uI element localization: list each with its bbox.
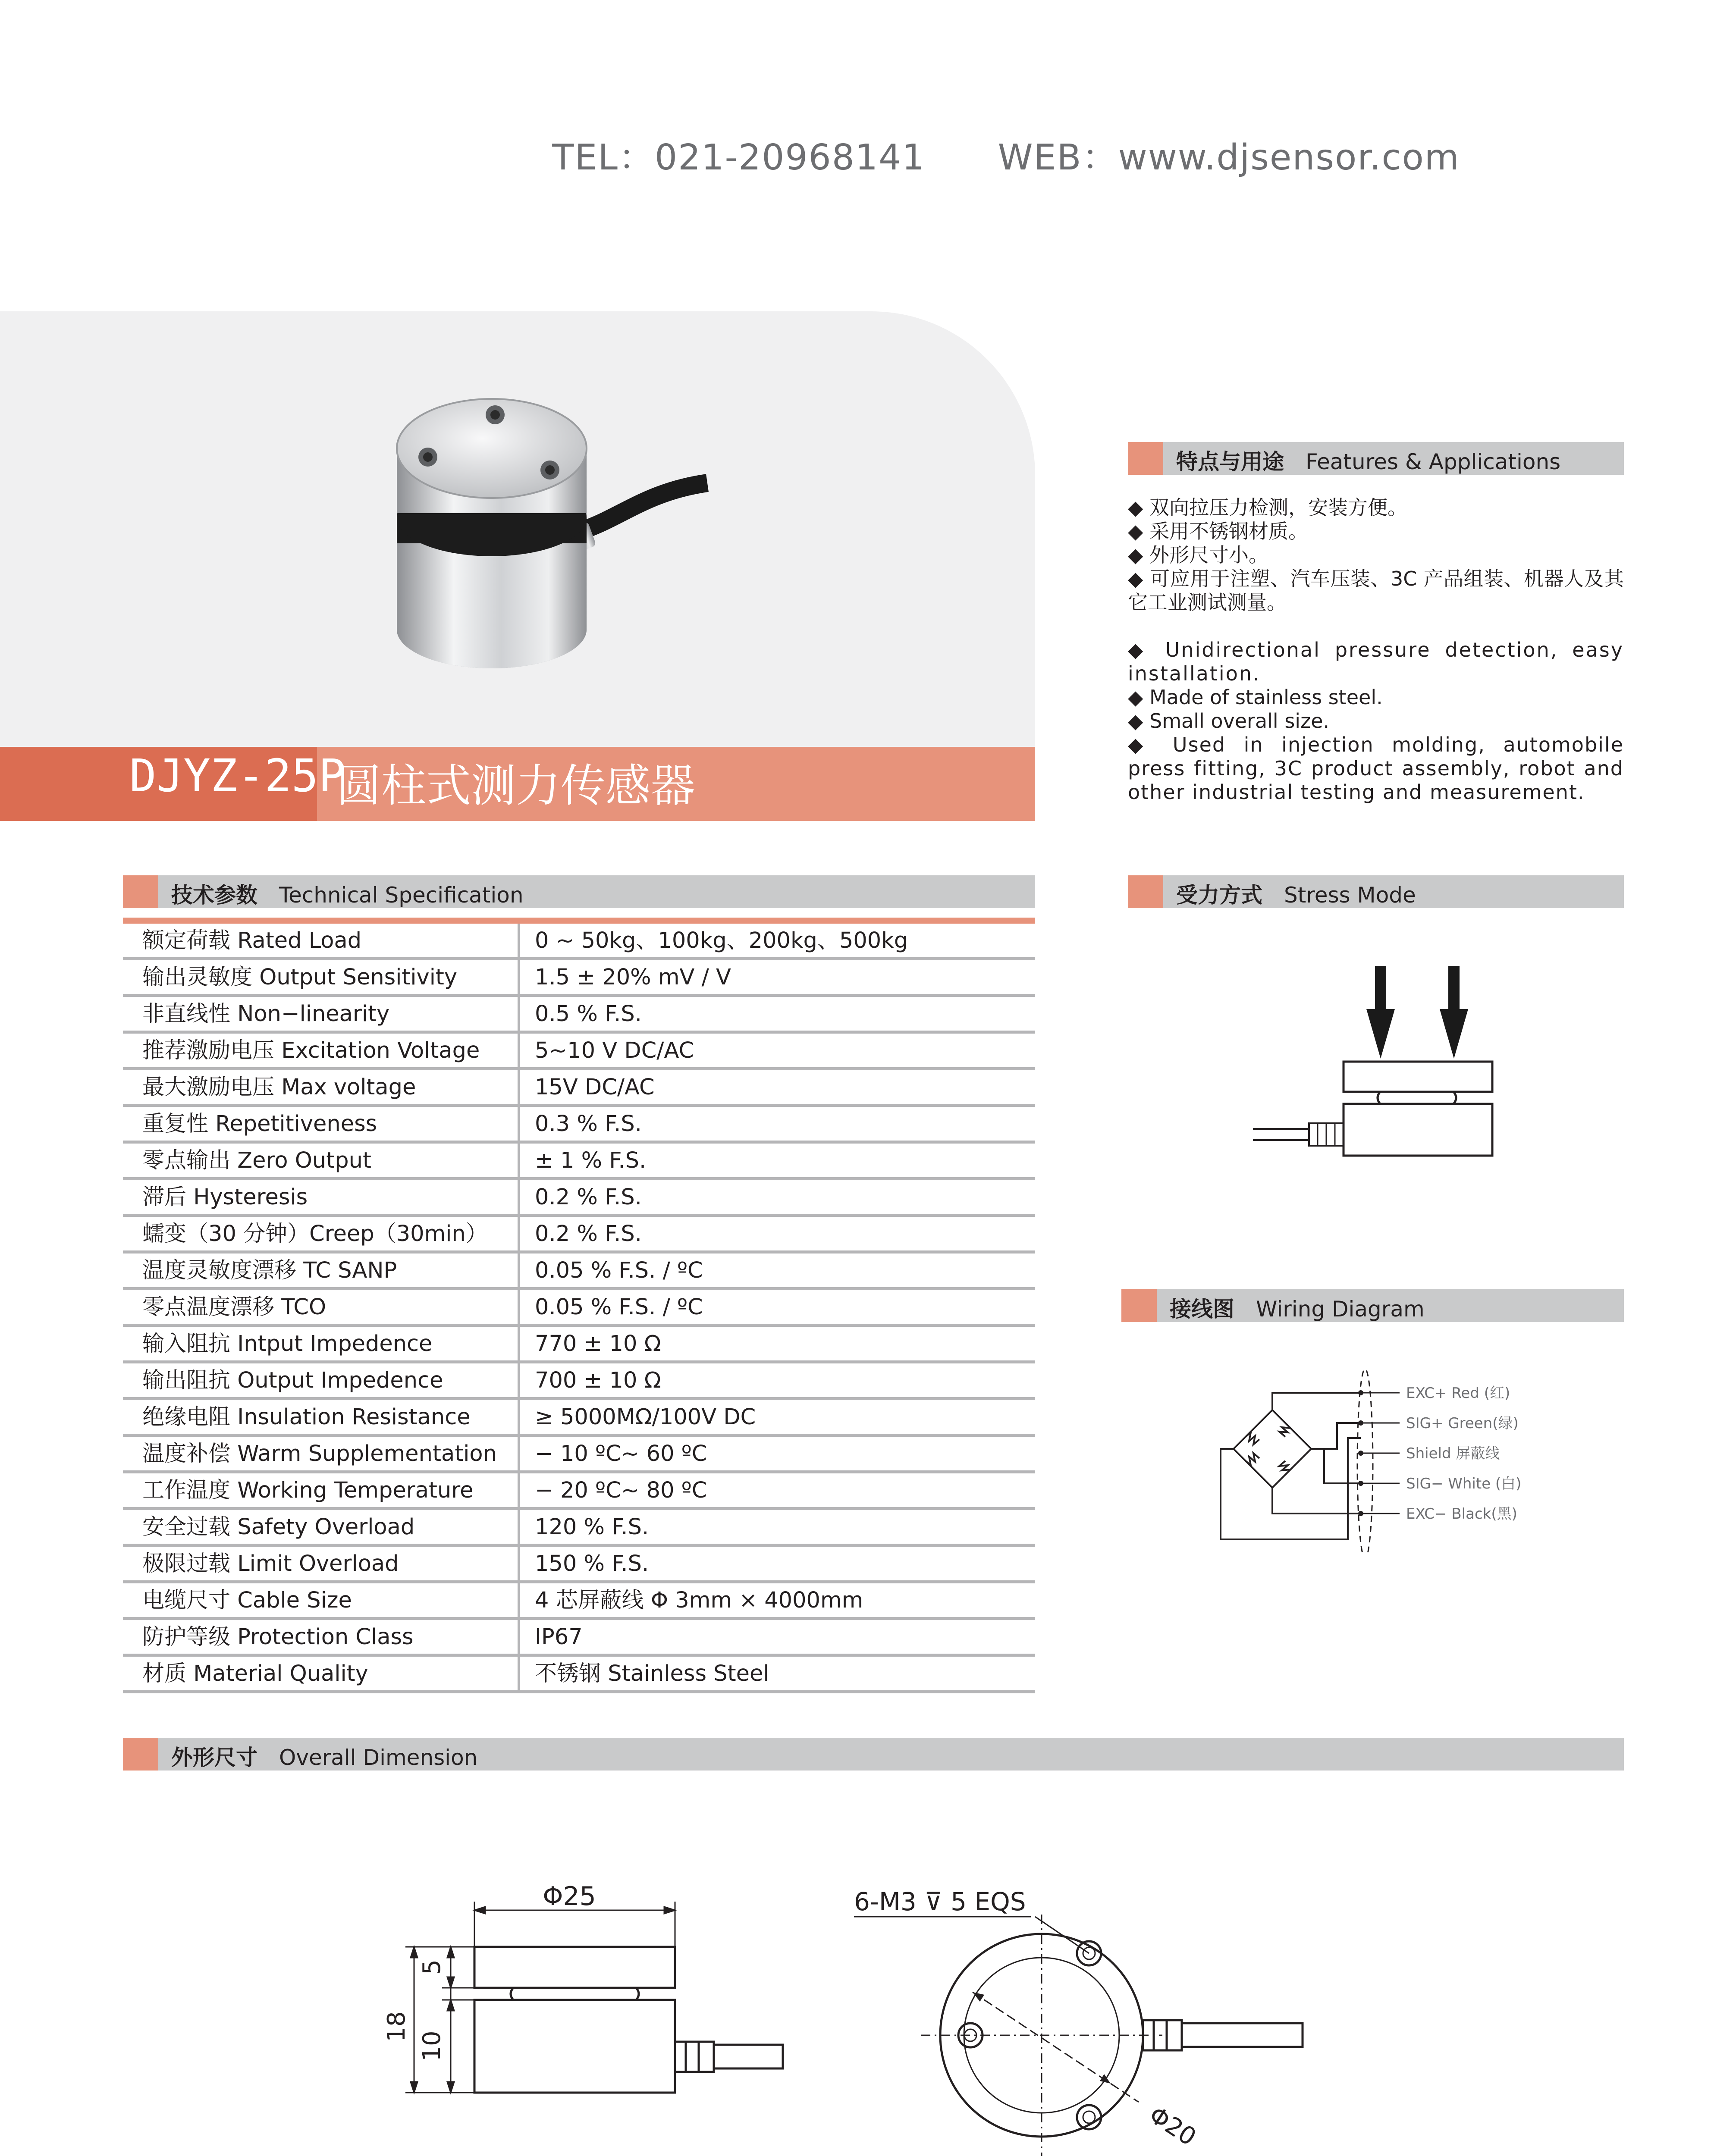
- spec-key: 额定荷载 Rated Load: [123, 924, 520, 957]
- stress-mode-diagram: [1242, 957, 1544, 1181]
- wire-label-exc-minus: EXC− Black(黑): [1406, 1505, 1517, 1523]
- dim-total-height: 18: [383, 2011, 411, 2042]
- product-model: DJYZ-25P: [129, 749, 345, 802]
- spec-key: 非直线性 Non−linearity: [123, 997, 520, 1031]
- spec-key: 防护等级 Protection Class: [123, 1620, 520, 1654]
- features-title-cn: 特点与用途: [1176, 449, 1284, 474]
- dim-bottom-height: 10: [418, 2031, 446, 2062]
- spec-key: 极限过载 Limit Overload: [123, 1547, 520, 1580]
- contact-bar: [0, 129, 1736, 180]
- spec-value: 700 ± 10 Ω: [535, 1368, 661, 1393]
- spec-value: 不锈钢 Stainless Steel: [535, 1661, 769, 1686]
- table-row: [123, 1034, 1035, 1070]
- wire-label-sig-plus: SIG+ Green(绿): [1406, 1415, 1519, 1432]
- product-name: 圆柱式测力传感器: [336, 759, 696, 812]
- spec-key: 输出阻抗 Output Impedence: [123, 1363, 520, 1397]
- wiring-title-en: Wiring Diagram: [1256, 1297, 1425, 1322]
- features-list: [1128, 496, 1624, 804]
- stress-header: [1128, 875, 1624, 908]
- spec-value: 4 芯屏蔽线 Φ 3mm × 4000mm: [535, 1588, 863, 1613]
- product-photo: [380, 388, 768, 690]
- spec-value: 0 ~ 50kg、100kg、200kg、500kg: [535, 928, 908, 953]
- wire-label-shield: Shield 屏蔽线: [1406, 1445, 1500, 1462]
- spec-value: 120 % F.S.: [535, 1514, 649, 1540]
- spec-value: 150 % F.S.: [535, 1551, 649, 1576]
- features-header: [1128, 442, 1624, 475]
- spec-key: 滞后 Hysteresis: [123, 1180, 520, 1214]
- spec-table: [123, 918, 1035, 1693]
- dim-pcd: Φ20: [1144, 2101, 1201, 2152]
- table-row: [123, 1400, 1035, 1437]
- spec-value: 5~10 V DC/AC: [535, 1038, 694, 1063]
- features-title-en: Features & Applications: [1306, 449, 1561, 474]
- dimension-title-en: Overall Dimension: [279, 1745, 478, 1770]
- spec-value: IP67: [535, 1624, 583, 1650]
- table-row: [123, 1437, 1035, 1473]
- wire-label-sig-minus: SIG− White (白): [1406, 1475, 1522, 1492]
- dim-outer-diameter: Φ25: [543, 1881, 596, 1912]
- spec-key: 推荐激励电压 Excitation Voltage: [123, 1034, 520, 1067]
- spec-key: 最大激励电压 Max voltage: [123, 1070, 520, 1104]
- table-row: [123, 1180, 1035, 1217]
- spec-key: 零点输出 Zero Output: [123, 1144, 520, 1177]
- table-row: [123, 1583, 1035, 1620]
- feature-cn-4: ◆ 可应用于注塑、汽车压装、3C 产品组装、机器人及其它工业测试测量。: [1128, 567, 1624, 614]
- dimension-title-cn: 外形尺寸: [171, 1745, 257, 1770]
- force-arrow-left: [1366, 966, 1395, 1059]
- spec-key: 绝缘电阻 Insulation Resistance: [123, 1400, 520, 1434]
- table-row: [123, 1547, 1035, 1583]
- spec-key: 蠕变（30 分钟）Creep（30min）: [123, 1217, 520, 1250]
- stress-title-cn: 受力方式: [1176, 883, 1262, 908]
- wiring-header: [1121, 1289, 1624, 1322]
- table-row: [123, 1620, 1035, 1657]
- feature-en-2: ◆ Made of stainless steel.: [1128, 686, 1383, 709]
- stress-title-en: Stress Mode: [1284, 883, 1416, 908]
- spec-key: 温度补偿 Warm Supplementation: [123, 1437, 520, 1470]
- wiring-diagram: [1216, 1358, 1561, 1552]
- spec-key: 零点温度漂移 TCO: [123, 1290, 520, 1324]
- contact-web: WEB：www.djsensor.com: [998, 137, 1460, 178]
- dimension-header: [123, 1738, 1624, 1771]
- table-row: [123, 960, 1035, 997]
- table-row: [123, 1327, 1035, 1363]
- spec-value: 770 ± 10 Ω: [535, 1331, 661, 1357]
- spec-value: 15V DC/AC: [535, 1075, 655, 1100]
- top-view-drawing: [845, 1867, 1363, 2156]
- spec-key: 温度灵敏度漂移 TC SANP: [123, 1253, 520, 1287]
- spec-value: 0.2 % F.S.: [535, 1221, 642, 1247]
- contact-tel: TEL：021-20968141: [552, 137, 926, 178]
- spec-key: 重复性 Repetitiveness: [123, 1107, 520, 1141]
- feature-en-1: ◆ Unidirectional pressure detection, easy installation.: [1128, 638, 1624, 685]
- spec-key: 电缆尺寸 Cable Size: [123, 1583, 520, 1617]
- spec-value: − 10 ºC~ 60 ºC: [535, 1441, 707, 1467]
- feature-cn-2: ◆ 采用不锈钢材质。: [1128, 520, 1308, 543]
- feature-cn-1: ◆ 双向拉压力检测，安装方便。: [1128, 496, 1407, 519]
- table-row: [123, 1473, 1035, 1510]
- wiring-title-cn: 接线图: [1170, 1297, 1234, 1322]
- tech-title-en: Technical Specification: [279, 883, 524, 908]
- dim-top-height: 5: [418, 1959, 446, 1975]
- table-row: [123, 1217, 1035, 1253]
- table-row: [123, 1657, 1035, 1693]
- wire-label-exc-plus: EXC+ Red (红): [1406, 1385, 1510, 1402]
- spec-value: 0.05 % F.S. / ºC: [535, 1258, 703, 1283]
- tech-title-cn: 技术参数: [171, 883, 257, 908]
- spec-key: 工作温度 Working Temperature: [123, 1473, 520, 1507]
- table-row: [123, 1363, 1035, 1400]
- spec-value: 0.3 % F.S.: [535, 1111, 642, 1137]
- spec-key: 安全过载 Safety Overload: [123, 1510, 520, 1544]
- table-row: [123, 924, 1035, 960]
- side-view-drawing: [371, 1867, 871, 2134]
- feature-cn-3: ◆ 外形尺寸小。: [1128, 543, 1268, 567]
- spec-value: 0.05 % F.S. / ºC: [535, 1294, 703, 1320]
- table-row: [123, 1253, 1035, 1290]
- spec-value: 0.5 % F.S.: [535, 1001, 642, 1027]
- table-row: [123, 1070, 1035, 1107]
- feature-en-4: ◆ Used in injection molding, automobile press fitting, 3C product assembly, robot and other industrial testing and measurement.: [1128, 733, 1624, 804]
- spec-value: 1.5 ± 20% mV / V: [535, 965, 731, 990]
- force-arrow-right: [1440, 966, 1468, 1059]
- dim-thread-spec: 6-M3 ⊽ 5 EQS: [854, 1887, 1026, 1916]
- table-row: [123, 997, 1035, 1034]
- table-row: [123, 1107, 1035, 1144]
- spec-value: ± 1 % F.S.: [535, 1148, 647, 1173]
- table-row: [123, 1510, 1035, 1547]
- feature-en-3: ◆ Small overall size.: [1128, 709, 1330, 733]
- spec-key: 输入阻抗 Intput Impedence: [123, 1327, 520, 1360]
- spec-value: 0.2 % F.S.: [535, 1185, 642, 1210]
- spec-value: ≥ 5000MΩ/100V DC: [535, 1404, 756, 1430]
- table-row: [123, 1144, 1035, 1180]
- tech-header: [123, 875, 1035, 908]
- spec-key: 材质 Material Quality: [123, 1657, 520, 1690]
- table-row: [123, 1290, 1035, 1327]
- spec-key: 输出灵敏度 Output Sensitivity: [123, 960, 520, 994]
- spec-value: − 20 ºC~ 80 ºC: [535, 1478, 707, 1503]
